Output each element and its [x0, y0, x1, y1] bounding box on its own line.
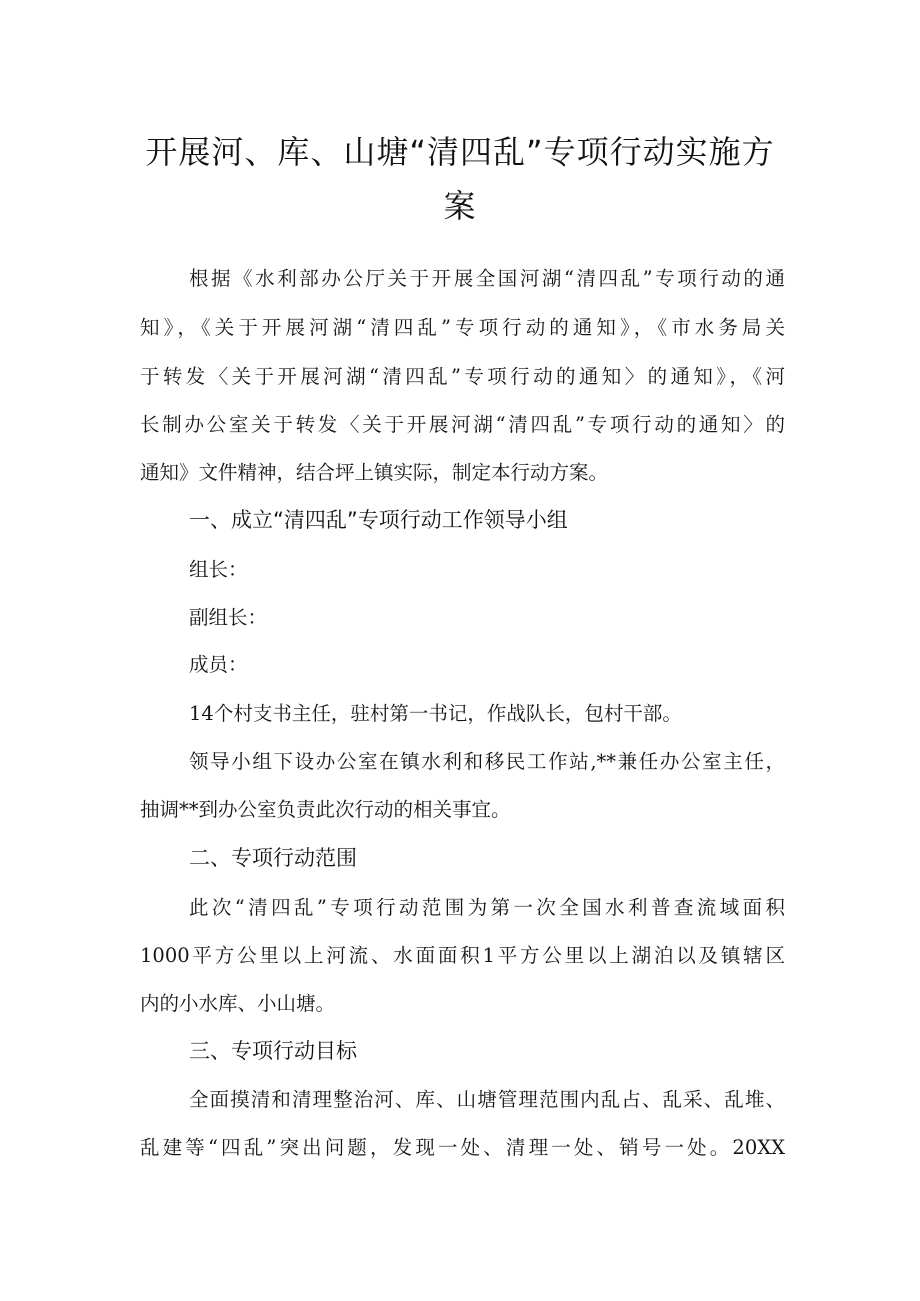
members-label: 成员： [189, 653, 248, 676]
scope-line-1: 此次“清四乱”专项行动范围为第一次全国水利普查流域面积 [189, 896, 785, 919]
intro-line-3: 于转发〈关于开展河湖“清四乱”专项行动的通知〉的通知》，《河 [140, 365, 785, 388]
members-detail: 14个村支书主任，驻村第一书记，作战队长，包村干部。 [189, 702, 682, 725]
scope-line-2: 1000平方公里以上河流、水面面积1平方公里以上湖泊以及镇辖区 [140, 944, 785, 967]
intro-line-5: 通知》文件精神，结合坪上镇实际，制定本行动方案。 [140, 461, 609, 484]
section-3-heading: 三、专项行动目标 [189, 1039, 357, 1063]
intro-line-1: 根据《水利部办公厅关于开展全国河湖“清四乱”专项行动的通 [189, 267, 785, 290]
goal-line-2: 乱建等“四乱”突出问题，发现一处、清理一处、销号一处。20XX [140, 1136, 785, 1159]
intro-line-4: 长制办公室关于转发〈关于开展河湖“清四乱”专项行动的通知〉的 [140, 413, 785, 436]
deputy-leader-label: 副组长： [189, 606, 268, 629]
document-title-line-1: 开展河、库、山塘“清四乱”专项行动实施方 [145, 133, 775, 171]
leader-label: 组长： [189, 558, 248, 581]
document-title-line-2: 案 [443, 187, 477, 225]
office-line-1: 领导小组下设办公室在镇水利和移民工作站,**兼任办公室主任， [189, 750, 785, 773]
goal-line-1: 全面摸清和清理整治河、库、山塘管理范围内乱占、乱采、乱堆、 [189, 1088, 785, 1111]
intro-line-2: 知》，《关于开展河湖“清四乱”专项行动的通知》，《市水务局关 [140, 316, 785, 339]
section-1-heading: 一、成立“清四乱”专项行动工作领导小组 [189, 508, 568, 532]
scope-line-3: 内的小水库、小山塘。 [140, 992, 336, 1015]
section-2-heading: 二、专项行动范围 [189, 846, 357, 870]
office-line-2: 抽调**到办公室负责此次行动的相关事宜。 [140, 798, 511, 821]
